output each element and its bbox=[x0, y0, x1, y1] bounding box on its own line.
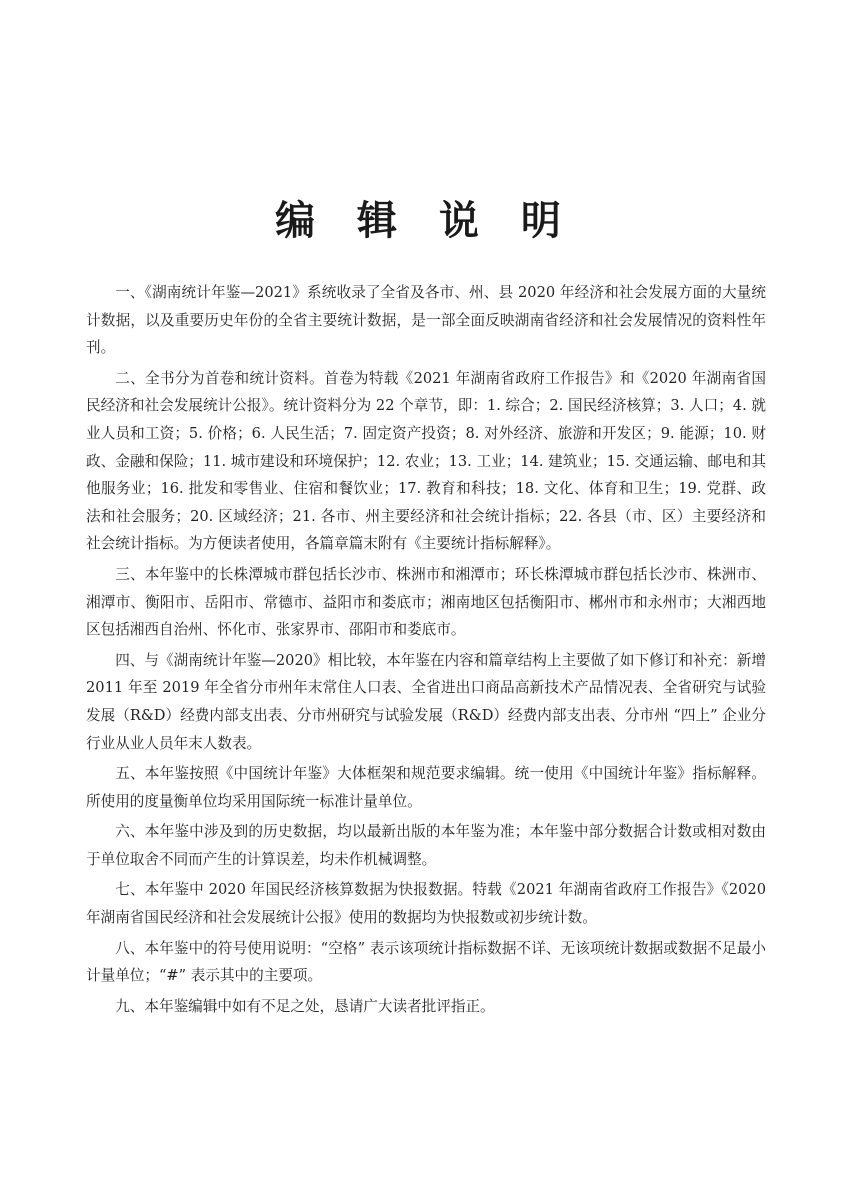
paragraph-6: 六、本年鉴中涉及到的历史数据，均以最新出版的本年鉴为准；本年鉴中部分数据合计数或相对数由于单位取舍不同而产生的计算误差，均未作机械调整。 bbox=[86, 823, 766, 868]
paragraph-2: 二、全书分为首卷和统计资料。首卷为特载《2021 年湖南省政府工作报告》和《2020 年湖南省国民经济和社会发展统计公报》。统计资料分为 22 个章节，即：1. 综合；2. 国民经济核算；3. 人口；4. 就业人员和工资；5. 价格；6. 人民生活；7. 固定资产投资；8. 对外经济、旅游和开发区；9. 能源；10. 财政、金融和保险；11. 城市建设和环境保护；12. 农业；13. 工业；14. 建筑业；15. 交通运输、邮电和其他服务业；16. 批发和零售业、住宿和餐饮业；17. 教育和科技；18. 文化、体育和卫生；19. 党群、政法和社会服务；20. 区域经济；21. 各市、州主要经济和社会统计指标；22. 各县（市、区）主要经济和社会统计指标。为方便读者使用，各篇章篇末附有《主要统计指标解释》。 bbox=[86, 369, 766, 553]
paragraph-4: 四、与《湖南统计年鉴—2020》相比较，本年鉴在内容和篇章结构上主要做了如下修订和补充：新增 2011 年至 2019 年全省分市州年末常住人口表、全省进出口商品高新技术产品情况表、全省研究与试验发展（R&D）经费内部支出表、分市州研究与试验发展（R&D）经费内部支出表、分市州 “四上” 企业分行业从业人员年末人数表。 bbox=[86, 651, 766, 752]
paragraph-1: 一、《湖南统计年鉴—2021》系统收录了全省及各市、州、县 2020 年经济和社会发展方面的大量统计数据，以及重要历史年份的全省主要统计数据，是一部全面反映湖南省经济和社会发展情况的资料性年刊。 bbox=[86, 284, 766, 357]
paragraph-7: 七、本年鉴中 2020 年国民经济核算数据为快报数据。特载《2021 年湖南省政府工作报告》《2020 年湖南省国民经济和社会发展统计公报》使用的数据均为快报数或初步统计数。 bbox=[86, 881, 766, 927]
paragraph-8: 八、本年鉴中的符号使用说明：“空格” 表示该项统计指标数据不详、无该项统计数据或数据不足最小计量单位；“#” 表示其中的主要项。 bbox=[86, 939, 766, 985]
editorial-notes-body bbox=[86, 279, 766, 1023]
paragraph-5: 五、本年鉴按照《中国统计年鉴》大体框架和规范要求编辑。统一使用《中国统计年鉴》指标解释。所使用的度量衡单位均采用国际统一标准计量单位。 bbox=[86, 765, 766, 810]
paragraph-9: 九、本年鉴编辑中如有不足之处，恳请广大读者批评指正。 bbox=[115, 997, 495, 1015]
paragraph-3: 三、本年鉴中的长株潭城市群包括长沙市、株洲市和湘潭市；环长株潭城市群包括长沙市、株洲市、湘潭市、衡阳市、岳阳市、常德市、益阳市和娄底市；湘南地区包括衡阳市、郴州市和永州市；大湘西地区包括湘西自治州、怀化市、张家界市、邵阳市和娄底市。 bbox=[86, 565, 766, 639]
page-title: 编 辑 说 明 bbox=[275, 197, 575, 244]
